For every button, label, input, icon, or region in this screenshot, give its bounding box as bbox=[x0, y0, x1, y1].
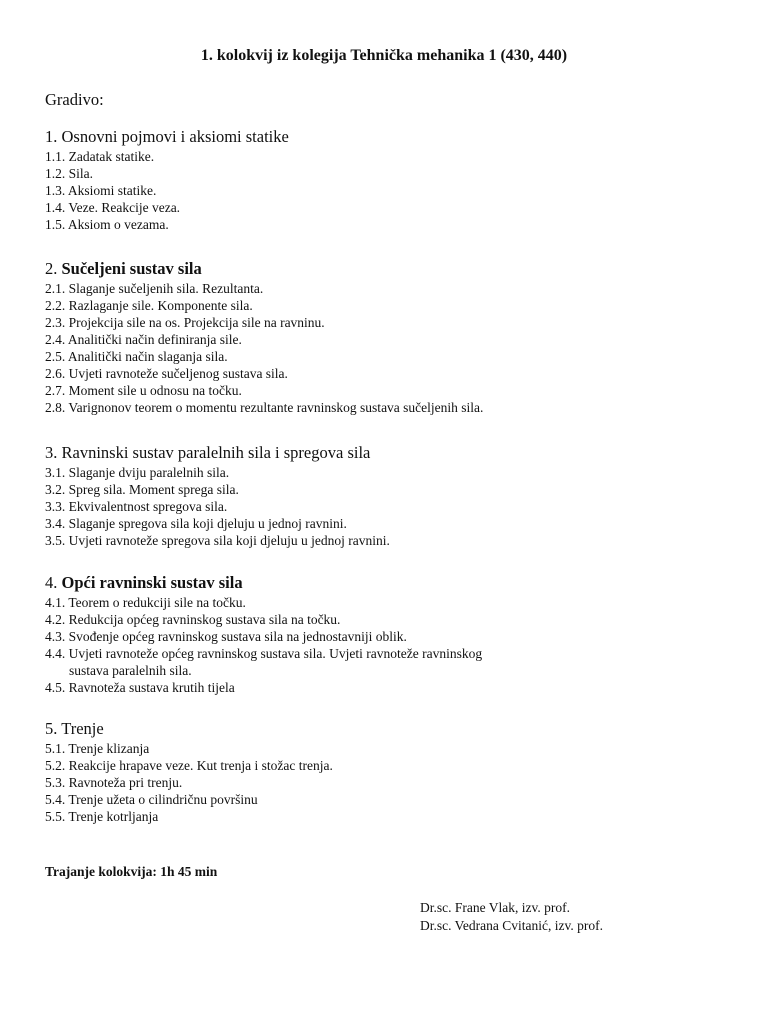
section-title bbox=[45, 572, 745, 594]
section-title-text: Osnovni pojmovi i aksiomi statike bbox=[61, 127, 289, 146]
list-item: 4.3. Svođenje općeg ravninskog sustava sila na jednostavniji oblik. bbox=[45, 629, 407, 644]
section-number: 1. bbox=[45, 127, 58, 146]
section-number: 5. bbox=[45, 719, 58, 738]
section-3 bbox=[45, 442, 745, 549]
signature-line: Dr.sc. Frane Vlak, izv. prof. bbox=[420, 900, 570, 915]
signature-block bbox=[420, 899, 603, 935]
list-item: 2.6. Uvjeti ravnoteže sučeljenog sustava sila. bbox=[45, 366, 288, 381]
section-title-text: Opći ravninski sustav sila bbox=[61, 573, 243, 592]
list-item: 4.2. Redukcija općeg ravninskog sustava sila na točku. bbox=[45, 612, 341, 627]
list-item: 5.3. Ravnoteža pri trenju. bbox=[45, 775, 183, 790]
list-item: 1.1. Zadatak statike. bbox=[45, 149, 155, 164]
section-title-text: Sučeljeni sustav sila bbox=[61, 259, 202, 278]
list-item: 1.4. Veze. Reakcije veza. bbox=[45, 200, 181, 215]
list-item: 4.5. Ravnoteža sustava krutih tijela bbox=[45, 680, 235, 695]
list-item: 3.5. Uvjeti ravnoteže spregova sila koji djeluju u jednoj ravnini. bbox=[45, 533, 390, 548]
section-title bbox=[45, 126, 745, 148]
list-item: 5.5. Trenje kotrljanja bbox=[45, 809, 159, 824]
list-item: 5.1. Trenje klizanja bbox=[45, 741, 150, 756]
section-4 bbox=[45, 572, 745, 696]
signature-line: Dr.sc. Vedrana Cvitanić, izv. prof. bbox=[420, 918, 603, 933]
list-item: 1.3. Aksiomi statike. bbox=[45, 183, 157, 198]
list-item: 3.2. Spreg sila. Moment sprega sila. bbox=[45, 482, 239, 497]
list-item: 2.8. Varignonov teorem o momentu rezultante ravninskog sustava sučeljenih sila. bbox=[45, 400, 484, 415]
list-item: 2.3. Projekcija sile na os. Projekcija sile na ravninu. bbox=[45, 315, 325, 330]
list-item: 3.1. Slaganje dviju paralelnih sila. bbox=[45, 465, 230, 480]
list-item: 1.5. Aksiom o vezama. bbox=[45, 217, 169, 232]
list-item: 5.2. Reakcije hrapave veze. Kut trenja i stožac trenja. bbox=[45, 758, 333, 773]
list-item: 2.5. Analitički način slaganja sila. bbox=[45, 349, 228, 364]
section-title bbox=[45, 718, 745, 740]
list-item-continuation: sustava paralelnih sila. bbox=[69, 663, 192, 678]
list-item: 1.2. Sila. bbox=[45, 166, 94, 181]
list-item: 2.1. Slaganje sučeljenih sila. Rezultanta. bbox=[45, 281, 264, 296]
section-2 bbox=[45, 258, 745, 416]
section-5 bbox=[45, 718, 745, 825]
list-item: 2.4. Analitički način definiranja sile. bbox=[45, 332, 242, 347]
section-title-text: Trenje bbox=[61, 719, 104, 738]
exam-duration: Trajanje kolokvija: 1h 45 min bbox=[45, 864, 218, 879]
document-title: 1. kolokvij iz kolegija Tehnička mehanika 1 (430, 440) bbox=[200, 47, 568, 64]
list-item: 3.4. Slaganje spregova sila koji djeluju u jednoj ravnini. bbox=[45, 516, 347, 531]
list-item: 2.2. Razlaganje sile. Komponente sila. bbox=[45, 298, 253, 313]
section-title bbox=[45, 258, 745, 280]
list-item: 4.1. Teorem o redukciji sile na točku. bbox=[45, 595, 246, 610]
section-1 bbox=[45, 126, 745, 233]
section-title-text: Ravninski sustav paralelnih sila i spregova sila bbox=[61, 443, 371, 462]
list-item: 3.3. Ekvivalentnost spregova sila. bbox=[45, 499, 228, 514]
section-number: 2. bbox=[45, 259, 58, 278]
list-item: 4.4. Uvjeti ravnoteže općeg ravninskog sustava sila. Uvjeti ravnoteže ravninskog bbox=[45, 646, 483, 661]
section-number: 4. bbox=[45, 573, 58, 592]
gradivo-label: Gradivo: bbox=[45, 90, 104, 109]
section-number: 3. bbox=[45, 443, 58, 462]
section-title bbox=[45, 442, 745, 464]
list-item: 5.4. Trenje užeta o cilindričnu površinu bbox=[45, 792, 258, 807]
list-item: 2.7. Moment sile u odnosu na točku. bbox=[45, 383, 242, 398]
